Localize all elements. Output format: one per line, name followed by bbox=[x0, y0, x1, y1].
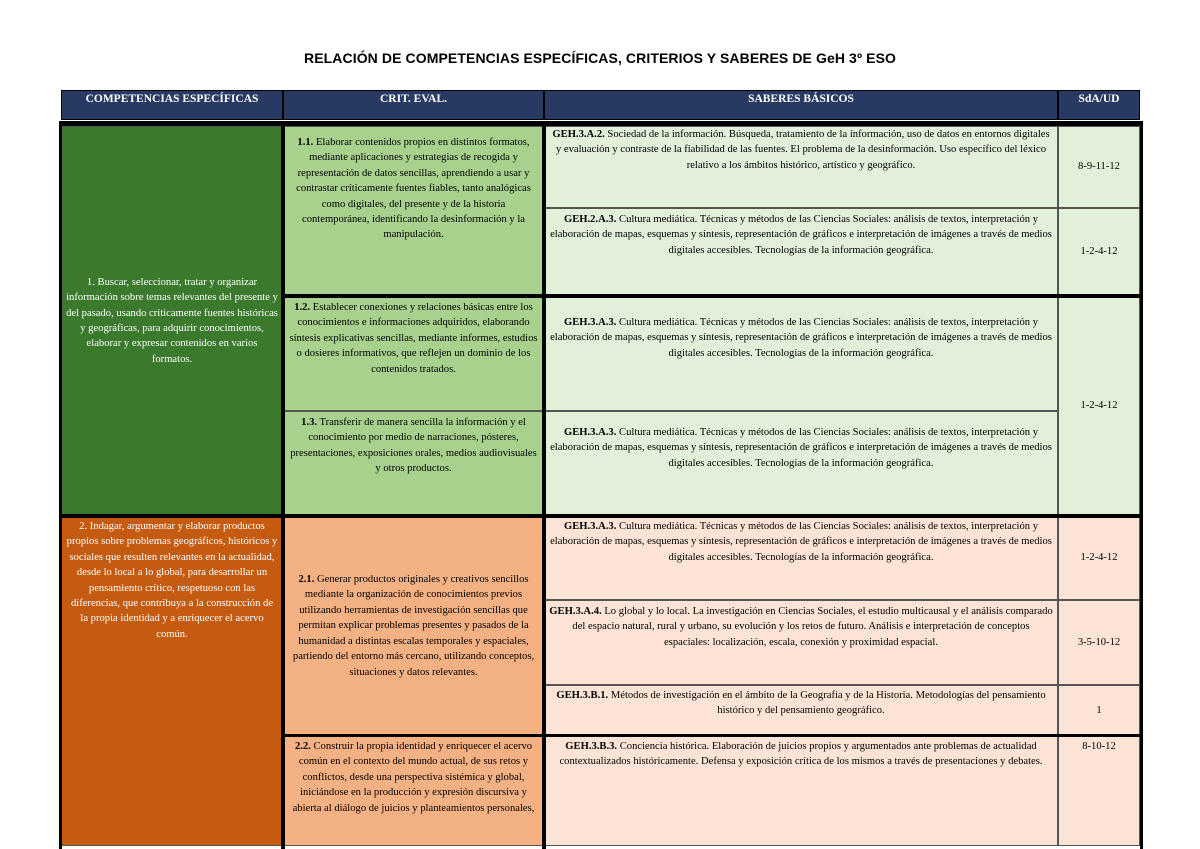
saber-text: Cultura mediática. Técnicas y métodos de las Ciencias Sociales: análisis de textos, interpretación y elaboración de mapas, esquemas y síntesis, representación de gráficos e interpretación de imágenes a través de medios digitales accesibles. Tecnologías de la información geográfica. bbox=[550, 317, 1052, 359]
criterio-2-2 bbox=[283, 736, 544, 846]
saber-text: Sociedad de la información. Búsqueda, tratamiento de la información, uso de datos en entornos digitales y evaluación y contraste de la fiabilidad de las fuentes. El problema de la desinformación. Uso específico del léxico relativo a los ámbitos histórico, artístico y geográfico. bbox=[555, 129, 1050, 171]
criterio-1-2 bbox=[283, 296, 544, 411]
saber-code: GEH.2.A.3. bbox=[563, 214, 617, 225]
competencia-2-text: 2. Indagar, argumentar y elaborar productos propios sobre problemas geográficos, históricos y sociales que resulten relevantes en la actualidad, desde lo local a lo global, para desarrollar un pensamiento crítico, respetuoso con las diferencias, que contribuya a la construcción de la propia identidad y a enriquecer el acervo común. bbox=[66, 521, 278, 640]
saber-text: Métodos de investigación en el ámbito de la Geografía y de la Historia. Metodologías del pensamiento histórico y del pensamiento geográfico. bbox=[608, 690, 1046, 717]
saber-code: GEH.3.A.3. bbox=[563, 427, 617, 438]
criterio-text: Construir la propia identidad y enriquecer el acervo común en el contexto del mundo actual, de sus retos y conflictos, desde una perspectiva sistémica y global, iniciándose en la producción y expresión discursiva y abierta al diálogo de juicios y planteamientos personales, bbox=[292, 741, 535, 814]
saber-text: Cultura mediática. Técnicas y métodos de las Ciencias Sociales: análisis de textos, interpretación y elaboración de mapas, esquemas y síntesis, representación de gráficos e interpretación de imágenes a través de medios digitales accesibles. Tecnologías de la información geográfica. bbox=[550, 521, 1052, 563]
criterio-text: Generar productos originales y creativos sencillos mediante la organización de conocimientos previos utilizando herramientas de investigación sencillas que permitan explicar problemas presentes y pasados de la humanidad a distintas escalas temporales y espaciales, partiendo del entorno más cercano, utilizando conceptos, situaciones y datos relevantes. bbox=[292, 574, 535, 678]
saber-text: Cultura mediática. Técnicas y métodos de las Ciencias Sociales: análisis de textos, interpretación y elaboración de mapas, esquemas y síntesis, representación de gráficos e interpretación de imágenes a través de medios digitales accesibles. Tecnologías de la información geográfica. bbox=[550, 214, 1052, 256]
header-criterios: CRIT. EVAL. bbox=[283, 90, 544, 120]
sda-cell-5 bbox=[1058, 600, 1140, 685]
sda-value: 8-10-12 bbox=[1082, 741, 1116, 752]
criterio-code: 2.1. bbox=[298, 574, 315, 586]
criterio-code: 2.2. bbox=[294, 741, 311, 752]
saber-row-2 bbox=[544, 208, 1058, 296]
thick-border-top bbox=[59, 121, 1142, 126]
criterio-text: Transferir de manera sencilla la información y el conocimiento por medio de narraciones, pósteres, presentaciones, exposiciones orales, medios audiovisuales y otros productos. bbox=[290, 417, 537, 475]
saber-code: GEH.3.A.3. bbox=[563, 317, 617, 328]
sda-cell-7 bbox=[1058, 736, 1140, 846]
saber-row-7 bbox=[544, 685, 1058, 736]
sda-cell-6 bbox=[1058, 685, 1140, 736]
saber-code: GEH.3.A.4. bbox=[549, 606, 602, 617]
criterio-1-3 bbox=[283, 411, 544, 516]
sda-value: 1-2-4-12 bbox=[1080, 400, 1118, 412]
saber-row-8 bbox=[544, 736, 1058, 846]
header-competencias: COMPETENCIAS ESPECÍFICAS bbox=[61, 90, 283, 120]
saber-row-4 bbox=[544, 411, 1058, 516]
saber-text: Lo global y lo local. La investigación en Ciencias Sociales, el estudio multicausal y el análisis comparado del espacio natural, rural y urbano, su evolución y los retos de futuro. Análisis e interpretación de conceptos espaciales: localización, escala, conexión y proximidad espacial. bbox=[572, 606, 1053, 648]
sda-cell-1 bbox=[1058, 126, 1140, 208]
header-sda: SdA/UD bbox=[1058, 90, 1140, 120]
sda-cell-3 bbox=[1058, 296, 1140, 516]
saber-row-5 bbox=[544, 516, 1058, 600]
criterio-1-1 bbox=[283, 126, 544, 296]
sda-value: 1-2-4-12 bbox=[1080, 246, 1118, 258]
document-title: RELACIÓN DE COMPETENCIAS ESPECÍFICAS, CRITERIOS Y SABERES DE GeH 3º ESO bbox=[303, 50, 897, 66]
criterio-code: 1.2. bbox=[294, 302, 311, 313]
saber-code: GEH.3.A.2. bbox=[552, 129, 605, 140]
thick-border-section bbox=[59, 514, 1142, 518]
thick-border-col1 bbox=[281, 121, 285, 849]
saber-row-1 bbox=[544, 126, 1058, 208]
saber-code: GEH.3.B.1. bbox=[556, 690, 609, 701]
saber-code: GEH.3.A.3. bbox=[563, 521, 617, 532]
saber-code: GEH.3.B.3. bbox=[565, 741, 618, 752]
competencia-1-text: 1. Buscar, seleccionar, tratar y organizar información sobre temas relevantes del presente y del pasado, usando críticamente fuentes históricas y geográficas, para adquirir conocimientos, elaborar y expresar contenidos en varios formatos. bbox=[66, 276, 278, 365]
saber-row-3 bbox=[544, 296, 1058, 411]
sda-cell-4 bbox=[1058, 516, 1140, 600]
criterio-text: Elaborar contenidos propios en distintos formatos, mediante aplicaciones y estrategias de recogida y representación de datos sencillas, aprendiendo a usar y contrastar críticamente fuentes fiables, tanto analógicas como digitales, del presente y de la historia contemporánea, identificando la desinformación y la manipulación. bbox=[296, 137, 531, 241]
sda-value: 8-9-11-12 bbox=[1078, 161, 1120, 173]
criterio-code: 1.3. bbox=[301, 417, 318, 428]
thick-border-left bbox=[59, 121, 62, 849]
criterio-2-1 bbox=[283, 516, 544, 736]
saber-text: Conciencia histórica. Elaboración de juicios propios y argumentados ante problemas de actualidad contextualizados históricamente. Defensa y exposición crítica de los mismos a través de presentaciones y debates. bbox=[559, 741, 1043, 768]
competencia-2 bbox=[61, 516, 283, 846]
sda-cell-2 bbox=[1058, 208, 1140, 296]
sda-value: 1-2-4-12 bbox=[1080, 552, 1118, 564]
saber-row-6 bbox=[544, 600, 1058, 685]
header-saberes: SABERES BÁSICOS bbox=[544, 90, 1058, 120]
criterio-code: 1.1. bbox=[297, 137, 314, 148]
sda-value: 3-5-10-12 bbox=[1077, 636, 1121, 648]
thick-border-row bbox=[283, 734, 1142, 737]
sda-value: 1 bbox=[1096, 704, 1102, 716]
thick-border-col2 bbox=[542, 121, 546, 849]
competencia-1 bbox=[61, 126, 283, 516]
saber-text: Cultura mediática. Técnicas y métodos de las Ciencias Sociales: análisis de textos, interpretación y elaboración de mapas, esquemas y síntesis, representación de gráficos e interpretación de imágenes a través de medios digitales accesibles. Tecnologías de la información geográfica. bbox=[550, 427, 1052, 469]
thick-border-row bbox=[283, 294, 1142, 298]
thick-border-right bbox=[1140, 121, 1143, 849]
criterio-text: Establecer conexiones y relaciones básicas entre los conocimientos e informaciones adquiridos, elaborando síntesis explicativas sencillas, mediante informes, estudios o dosieres informativos, que reflejen un dominio de los contenidos tratados. bbox=[289, 302, 538, 375]
